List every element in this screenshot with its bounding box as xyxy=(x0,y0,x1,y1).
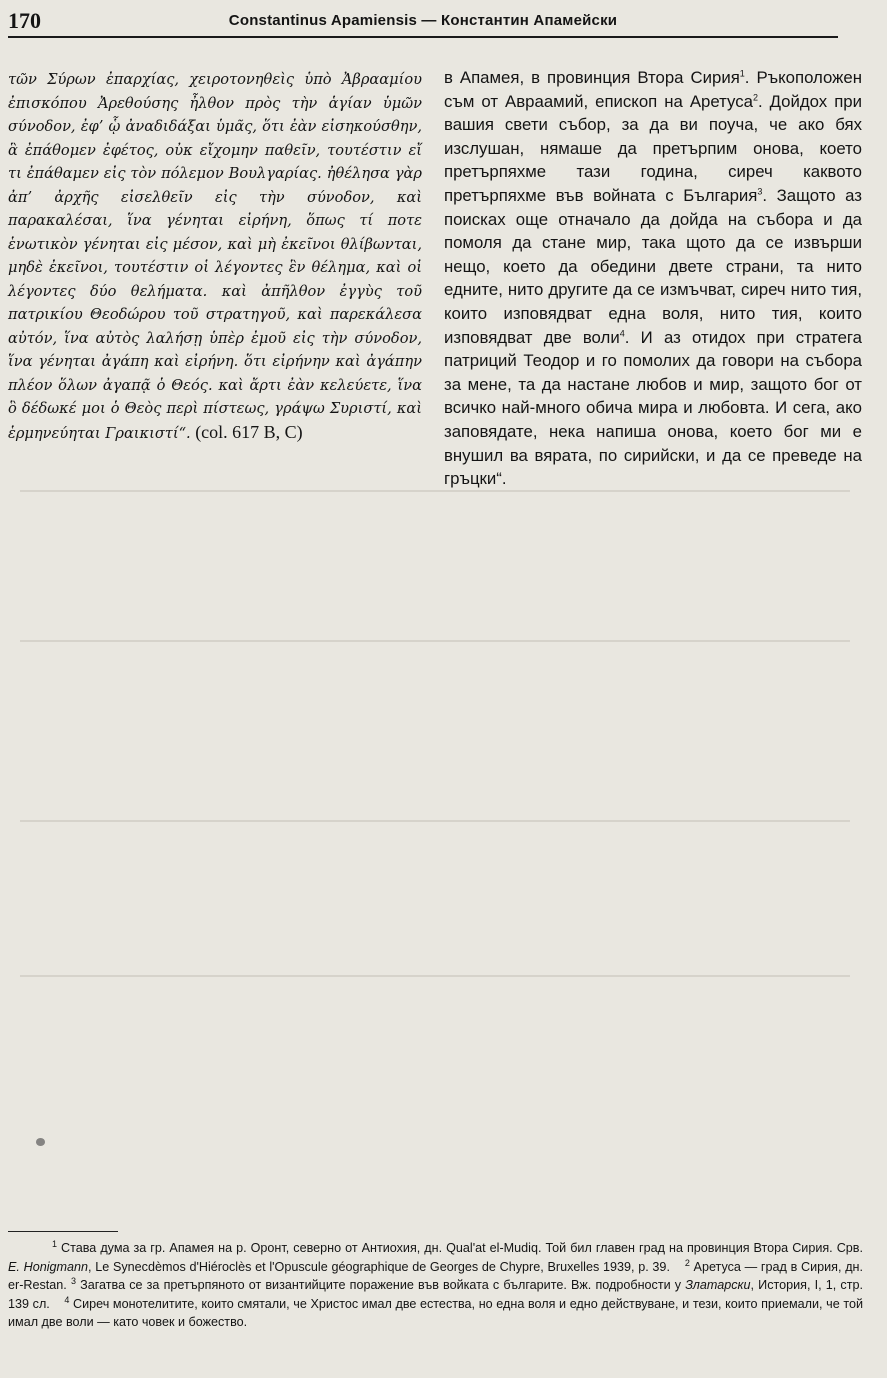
footnote-number: 3 xyxy=(70,1276,76,1286)
footnotes xyxy=(8,1239,863,1332)
running-head: Constantinus Apamiensis — Константин Апамейски xyxy=(228,12,618,29)
footnote-number: 1 xyxy=(52,1238,58,1249)
footnote-text: , Le Synecdèmos d'Hiéroclès et l'Opuscule géographique de Georges de Chypre, Bruxelles 1939, p. 39. xyxy=(88,1259,670,1274)
footnote-number: 2 xyxy=(684,1257,690,1268)
bulgarian-text-part: . Защото аз поисках още отначало да дойда на събора и да помоля да стане мир, така щото да се извърши нещо, което да обедини двете страни, та нито едните, нито другите да се измъчват, сиреч нито тия, които изповядват една воля, нито тия, които изповядват две воли xyxy=(444,185,862,347)
bulgarian-text-part: . И аз отидох при стратега патриций Теодор и го помолих да говори на събора за мене, та да настане любов и мир, защото бог от всичко най-много обича мира и любовта. И сега, ако заповядате, нека напиша онова, което бог ми е внушил ва вярата, по сирийски, и да се преведе на гръцки“. xyxy=(444,327,862,489)
greek-text-column xyxy=(8,68,422,445)
bulgarian-text-part: в Апамея, в провинция Втора Сирия xyxy=(444,68,740,87)
footnote-ref: 2 xyxy=(752,92,758,102)
footnote-ref: 3 xyxy=(757,186,763,197)
footnote-text: Аретуса — град в Сирия, дн. er-Restan. xyxy=(8,1259,864,1293)
footnote-author: E. Honigmann xyxy=(8,1259,89,1274)
bleed-through-line xyxy=(20,640,850,642)
bulgarian-text-part: . Дойдох при вашия свети събор, за да ви поуча, че ако бях изслушан, нямаше да претърпим онова, което претърпяхме тази година, сиреч каквото претърпяхме във войната с България xyxy=(444,91,862,205)
footnote-text: , История, I, 1, стр. 139 сл. xyxy=(8,1278,863,1311)
footnote-ref: 1 xyxy=(739,68,745,79)
page-number: 170 xyxy=(8,8,41,33)
footnote-rule xyxy=(8,1231,118,1232)
page-header xyxy=(8,6,838,38)
footnote-number: 4 xyxy=(64,1294,70,1305)
footnote-text: Сиреч монотелитите, които смятали, че Христос имал две естества, но една воля и едно действуване, и тези, които приемали, че той имал две воли — като човек и божество. xyxy=(8,1296,864,1330)
bulgarian-translation-column xyxy=(444,66,862,491)
greek-citation: (col. 617 B, C) xyxy=(190,421,303,442)
bleed-through-line xyxy=(20,975,850,977)
greek-text: τῶν Σύρων ἐπαρχίας, χειροτονηθεὶς ὑπὸ Ἀβρααμίου ἐπισκόπου Ἀρεθούσης ἦλθον πρὸς τὴν ἁγίαν ὑμῶν σύνοδον, ἐφ’ ᾧ ἀναδιδάξαι ὑμᾶς, ὅτι ἐὰν εἰσηκούσθην, ἃ ἐπάθομεν ἐφέτος, οὐκ εἴχομην παθεῖν, τουτέστιν εἴ τι ἐπάθαμεν εἰς τὸν πόλεμον Βουλγαρίας. ἠθέλησα γὰρ ἀπ’ ἀρχῆς εἰσελθεῖν εἰς τὴν σύνοδον, καὶ παρακαλέσαι, ἵνα γένηται εἰρήνη, ὅπως τί ποτε ἑνωτικὸν γένηται εἰς μέσον, καὶ μὴ ἐκεῖνοι θλίβωνται, μηδὲ ἐκεῖνοι, τουτέστιν οἱ λέγοντες ἓν θέλημα, καὶ οἱ λέγοντες δύο θελήματα. καὶ ἀπῆλθον ἐγγὺς τοῦ πατρικίου Θεοδώρου τοῦ στρατηγοῦ, καὶ παρεκάλεσα αὐτόν, ἵνα αὐτὸς λαλήσῃ ὑπὲρ ἐμοῦ εἰς τὴν σύνοδον, ἵνα γένηται ἀγάπη καὶ εἰρήνη. ὅτι εἰρήνην καὶ ἀγάπην πλέον ὅλων ἀγαπᾷ ὁ Θεός. καὶ ἄρτι ἐὰν κελεύετε, ἵνα ὃ δέδωκέ μοι ὁ Θεὸς περὶ πίστεως, γράψω Συριστί, καὶ ἑρμηνεύηται Γραικιστί“. xyxy=(8,71,422,442)
bleed-through-line xyxy=(20,490,850,492)
ink-smudge xyxy=(36,1138,45,1146)
footnote-author: Златарски xyxy=(685,1278,751,1293)
footnote-text: Загатва се за претърпяното от византийците поражение във войката с българите. Вж. подробности у xyxy=(75,1278,686,1293)
bulgarian-text-part: . Ръкоположен съм от Авраамий, епископ на Аретуса xyxy=(444,68,862,111)
bleed-through-line xyxy=(20,820,850,822)
footnote-block xyxy=(8,1239,863,1332)
footnote-ref: 4 xyxy=(619,327,625,338)
footnote-text: Става дума за гр. Апамея на р. Оронт, северно от Антиохия, дн. Qual'at el-Mudiq. Той бил главен град на провинция Втора Сирия. Срв. xyxy=(57,1241,863,1255)
